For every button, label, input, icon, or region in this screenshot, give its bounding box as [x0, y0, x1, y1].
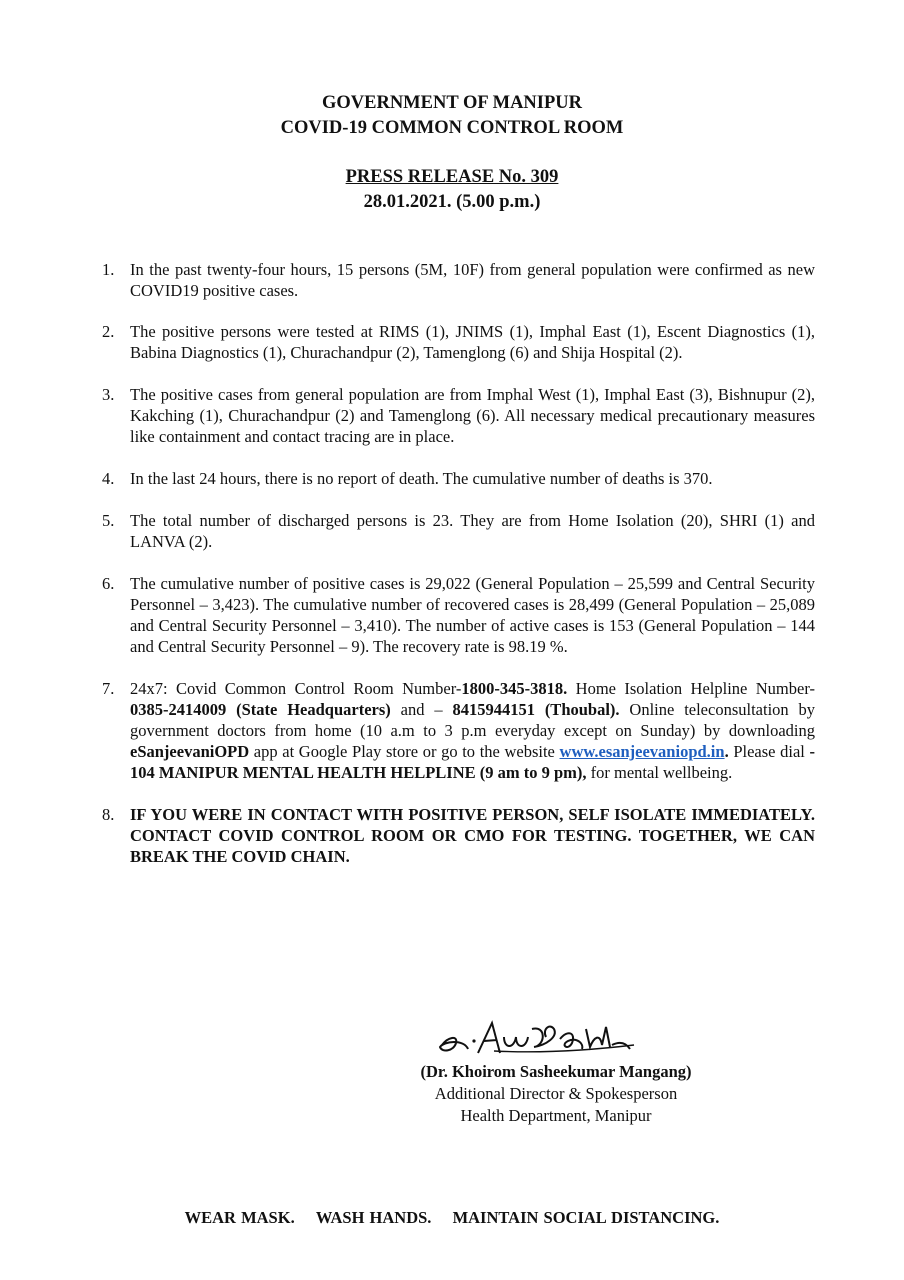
slogan-mask: WEAR MASK. [184, 1208, 295, 1227]
item-number: 3. [102, 385, 115, 404]
item-number: 2. [102, 322, 115, 341]
slogan-hands: WASH HANDS. [315, 1208, 432, 1227]
text-run: app at Google Play store or go to the website [249, 742, 560, 761]
control-room-title: COVID-19 COMMON CONTROL ROOM [280, 118, 624, 138]
item-text: The total number of discharged persons is 23. They are from Home Isolation (20), SHRI (1) and LANVA (2). [130, 511, 815, 551]
text-run: and – [390, 700, 453, 719]
item-text: The positive cases from general population are from Imphal West (1), Imphal East (3), Bishnupur (2), Kakching (1), Churachandpur (2) and Tamenglong (6). All necessary medical precautionary measures like containment and contact tracing are in place. [130, 385, 815, 446]
release-items-list [97, 259, 815, 888]
control-room-number: 1800-345-3818. [461, 679, 568, 698]
slogan-distancing: MAINTAIN SOCIAL DISTANCING. [452, 1208, 720, 1227]
signatory-department: Health Department, Manipur [460, 1106, 652, 1125]
text-run: Home Isolation Helpline Number- [567, 679, 815, 698]
signatory-details [396, 1061, 716, 1127]
handwritten-signature [434, 1015, 654, 1063]
advisory-text: IF YOU WERE IN CONTACT WITH POSITIVE PERSON, SELF ISOLATE IMMEDIATELY. CONTACT COVID CONTROL ROOM OR CMO FOR TESTING. TOGETHER, WE CAN BREAK THE COVID CHAIN. [130, 805, 815, 866]
item-number: 4. [102, 469, 115, 488]
text-run: . [724, 742, 729, 761]
state-hq-number: 0385-2414009 (State Headquarters) [130, 700, 391, 719]
item-number: 8. [102, 805, 115, 824]
text-run: for mental wellbeing. [586, 763, 733, 782]
signature-block [396, 1015, 716, 1127]
item-number: 5. [102, 511, 115, 530]
text-run: Online teleconsultation by government doctors from home (10 a.m to 3 p.m everyday except on Sunday) by downloading [130, 700, 816, 740]
app-name: eSanjeevaniOPD [130, 742, 250, 761]
item-number: 1. [102, 260, 115, 279]
item-text [130, 679, 815, 782]
item-text: The positive persons were tested at RIMS (1), JNIMS (1), Imphal East (1), Escent Diagnostics (1), Babina Diagnostics (1), Churachandpur (2), Tamenglong (6) and Shija Hospital (2). [130, 322, 815, 362]
list-item [97, 321, 815, 363]
signatory-title: Additional Director & Spokesperson [434, 1084, 678, 1103]
text-run: Please dial [728, 742, 810, 761]
mental-health-helpline: - 104 MANIPUR MENTAL HEALTH HELPLINE (9 am to 9 pm), [130, 742, 815, 782]
footer-slogan [0, 1208, 904, 1228]
item-number: 6. [102, 574, 115, 593]
list-item [97, 510, 815, 552]
esanjeevani-website-link[interactable]: www.esanjeevaniopd.in [559, 742, 725, 761]
press-release-number: PRESS RELEASE No. 309 [345, 167, 559, 187]
list-item-helplines [97, 678, 815, 783]
item-number: 7. [102, 679, 115, 698]
signatory-name: (Dr. Khoirom Sasheekumar Mangang) [420, 1062, 692, 1081]
government-title: GOVERNMENT OF MANIPUR [321, 93, 583, 113]
list-item [97, 259, 815, 301]
item-text: The cumulative number of positive cases is 29,022 (General Population – 25,599 and Central Security Personnel – 3,423). The cumulative number of recovered cases is 28,499 (General Population – 25,089 and Central Security Personnel – 3,410). The number of active cases is 153 (General Population – 144 and Central Security Personnel – 9). The recovery rate is 98.19 %. [130, 574, 815, 656]
release-heading [0, 165, 904, 215]
item-text: In the past twenty-four hours, 15 persons (5M, 10F) from general population were confirmed as new COVID19 positive cases. [130, 260, 815, 300]
list-item-advisory [97, 804, 815, 867]
list-item [97, 384, 815, 447]
item-text: In the last 24 hours, there is no report of death. The cumulative number of deaths is 370. [130, 469, 713, 488]
release-datetime: 28.01.2021. (5.00 p.m.) [363, 192, 541, 212]
thoubal-number: 8415944151 (Thoubal). [452, 700, 620, 719]
list-item [97, 573, 815, 657]
letterhead [0, 91, 904, 141]
text-run: 24x7: Covid Common Control Room Number- [130, 679, 462, 698]
list-item [97, 468, 815, 489]
